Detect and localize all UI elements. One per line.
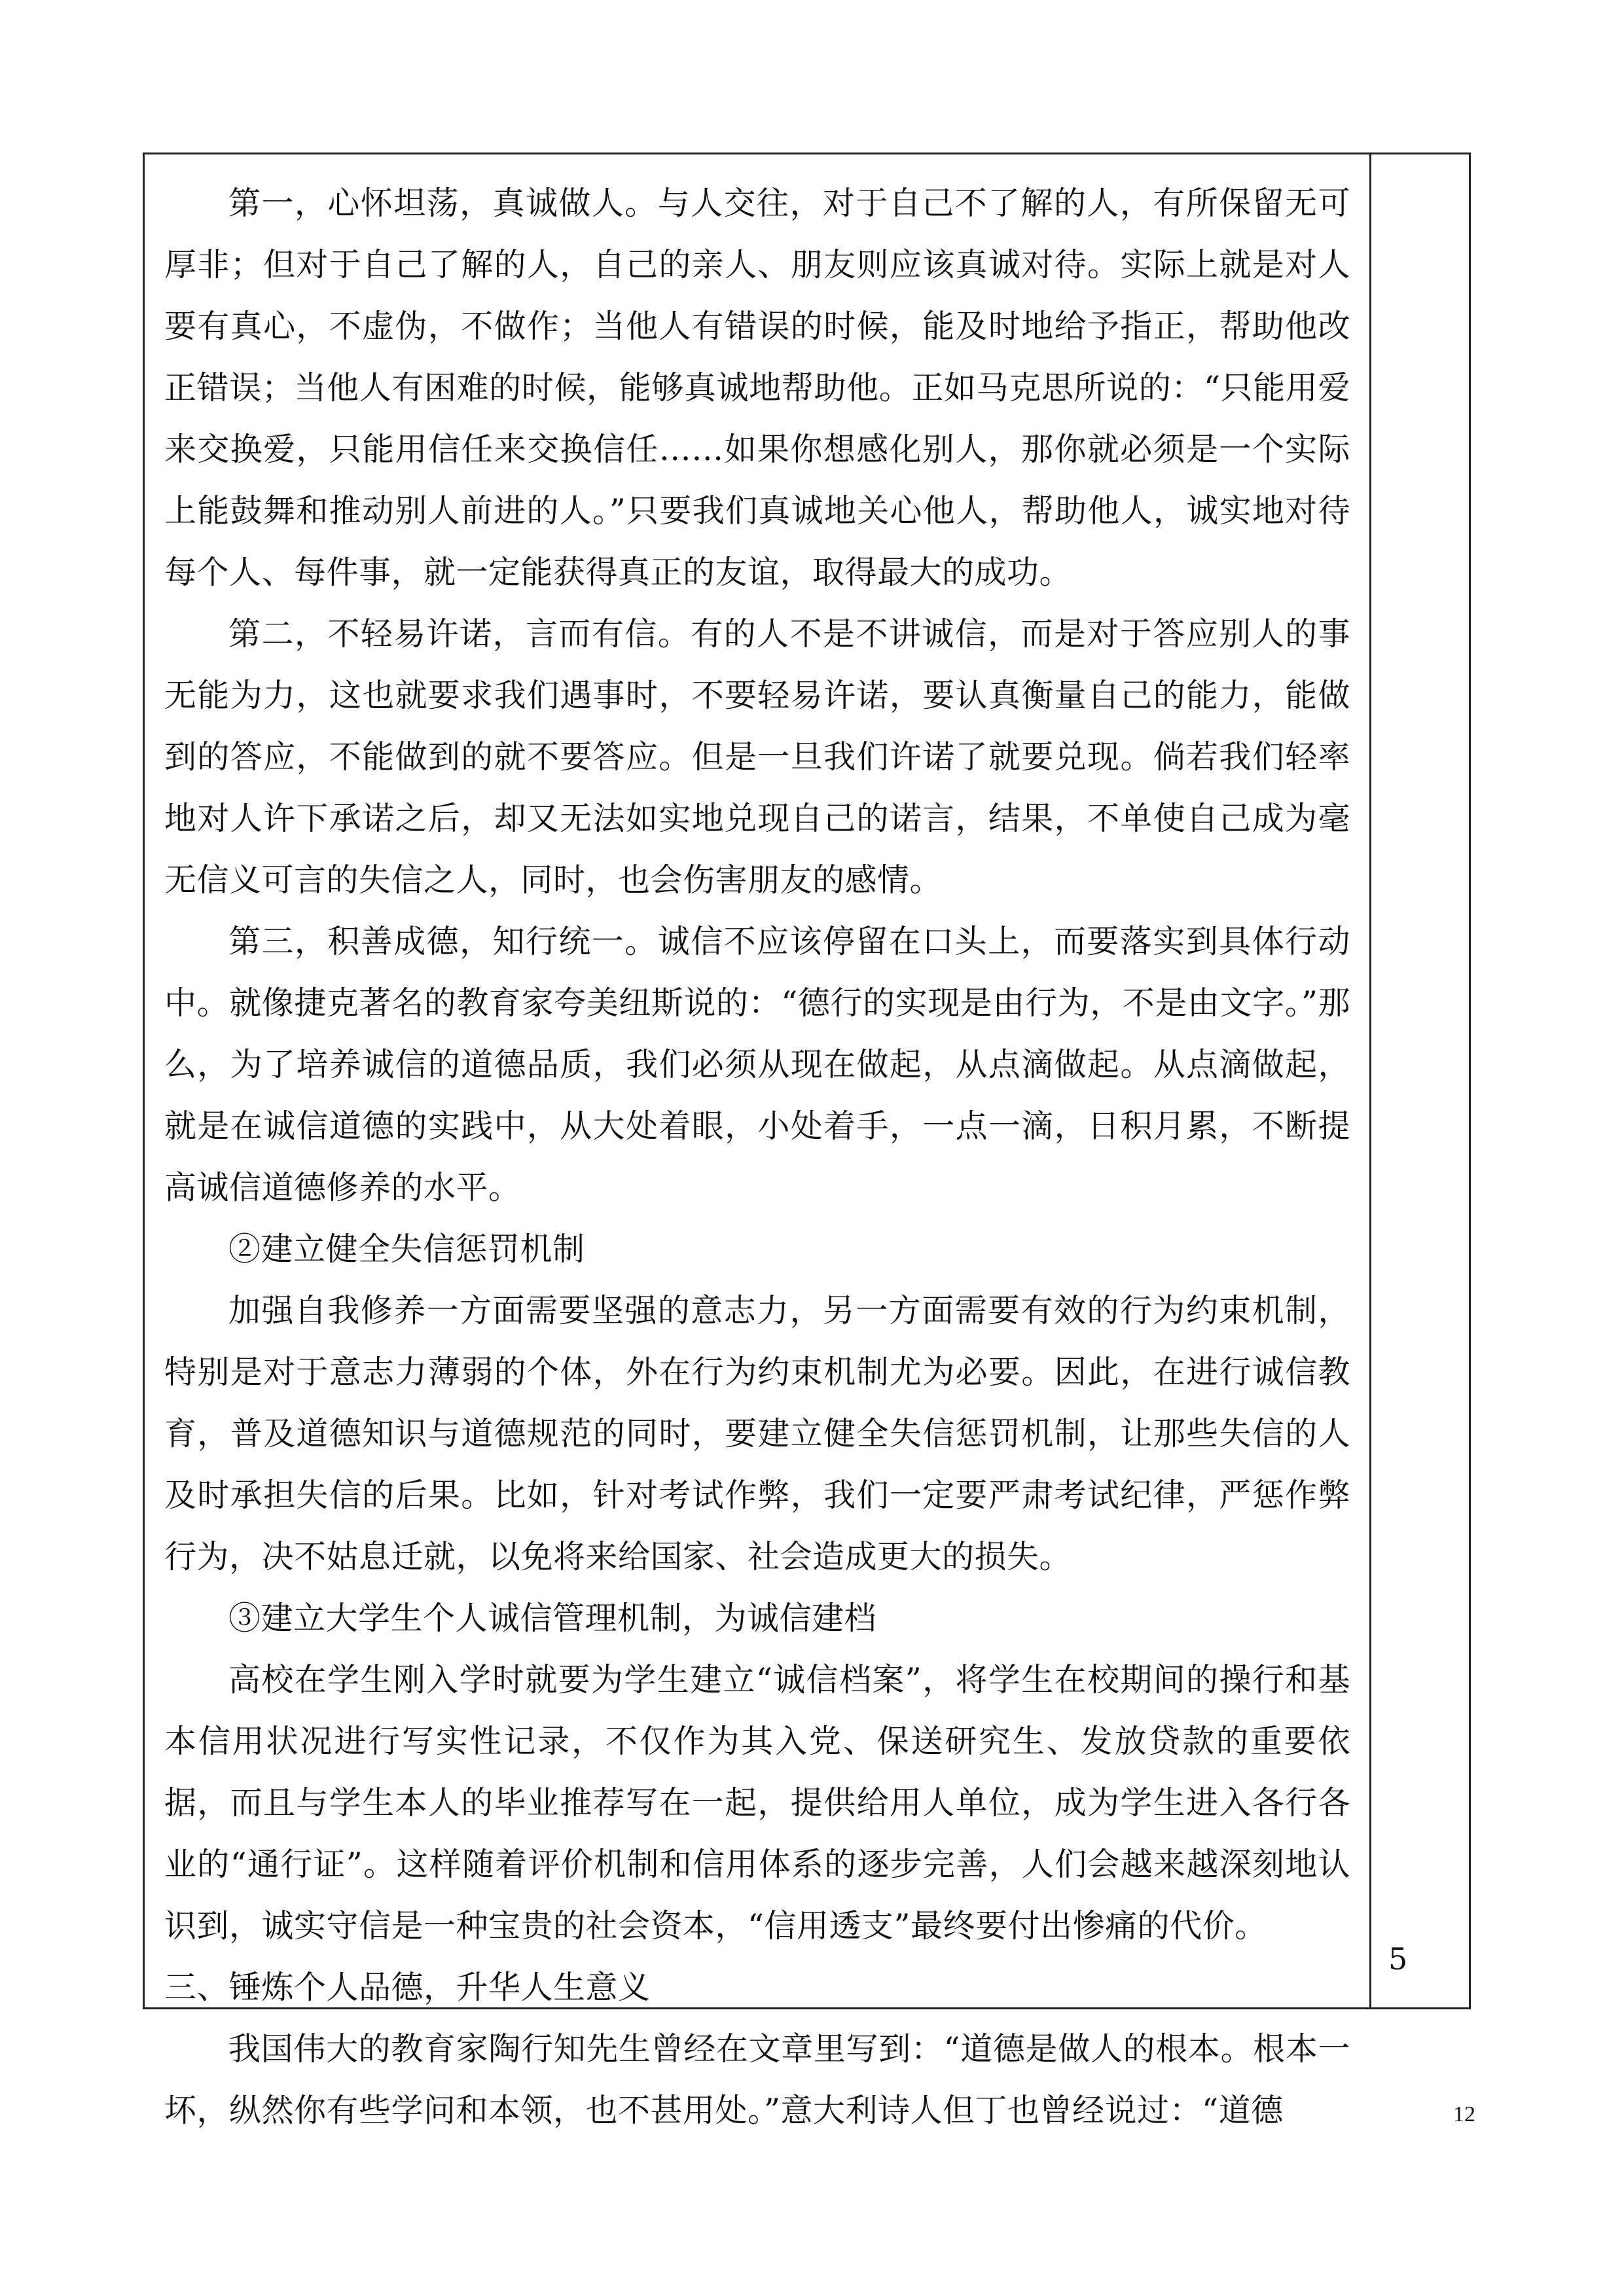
side-score: 5 (1388, 1941, 1408, 1977)
page-number: 12 (1453, 2102, 1475, 2126)
paragraph-tao-xingzhi-quote: 我国伟大的教育家陶行知先生曾经在文章里写到：“道德是做人的根本。根本一坏，纵然你有些学问和本领，也不甚用处。”意大利诗人但丁也曾经说过：“道德 (164, 2030, 1350, 2129)
paragraph-first-point: 第一，心怀坦荡，真诚做人。与人交往，对于自己不了解的人，有所保留无可厚非；但对于自己了解的人，自己的亲人、朋友则应该真诚对待。实际上就是对人要有真心，不虚伪，不做作；当他人有错误的时候，能及时地给予指正，帮助他改正错误；当他人有困难的时候，能够真诚地帮助他。正如马克思所说的：“只能用爱来交换爱，只能用信任来交换信任……如果你想感化别人，那你就必须是一个实际上能鼓舞和推动别人前进的人。”只要我们真诚地关心他人，帮助他人，诚实地对待每个人、每件事，就一定能获得真正的友谊，取得最大的成功。 (164, 185, 1350, 591)
paragraph-credit-file: 高校在学生刚入学时就要为学生建立“诚信档案”，将学生在校期间的操行和基本信用状况进行写实性记录，不仅作为其入党、保送研究生、发放贷款的重要依据，而且与学生本人的毕业推荐写在一起，提供给用人单位，成为学生进入各行各业的“通行证”。这样随着评价机制和信用体系的逐步完善，人们会越来越深刻地认识到，诚实守信是一种宝贵的社会资本，“信用透支”最终要付出惨痛的代价。 (164, 1661, 1350, 1945)
column-divider (1369, 154, 1371, 2007)
section-heading-three: 三、锤炼个人品德，升华人生意义 (164, 1969, 651, 2006)
paragraph-punishment-mechanism: 加强自我修养一方面需要坚强的意志力，另一方面需要有效的行为约束机制，特别是对于意志力薄弱的个体，外在行为约束机制尤为必要。因此，在进行诚信教育，普及道德知识与道德规范的同时，要建立健全失信惩罚机制，让那些失信的人及时承担失信的后果。比如，针对考试作弊，我们一定要严肃考试纪律，严惩作弊行为，决不姑息迁就，以免将来给国家、社会造成更大的损失。 (164, 1292, 1350, 1575)
paragraph-third-point: 第三，积善成德，知行统一。诚信不应该停留在口头上，而要落实到具体行动中。就像捷克著名的教育家夸美纽斯说的：“德行的实现是由行为，不是由文字。”那么，为了培养诚信的道德品质，我们必须从现在做起，从点滴做起。从点滴做起，就是在诚信道德的实践中，从大处着眼，小处着手，一点一滴，日积月累，不断提高诚信道德修养的水平。 (164, 923, 1350, 1206)
subheading-punishment-mechanism: ②建立健全失信惩罚机制 (228, 1230, 585, 1268)
essay-content-cell (164, 173, 1350, 2142)
subheading-credit-file: ③建立大学生个人诚信管理机制，为诚信建档 (228, 1600, 877, 1637)
paragraph-second-point: 第二，不轻易许诺，言而有信。有的人不是不讲诚信，而是对于答应别人的事无能为力，这也就要求我们遇事时，不要轻易许诺，要认真衡量自己的能力，能做到的答应，不能做到的就不要答应。但是一旦我们许诺了就要兑现。倘若我们轻率地对人许下承诺之后，却又无法如实地兑现自己的诺言，结果，不单使自己成为毫无信义可言的失信之人，同时，也会伤害朋友的感情。 (164, 615, 1350, 899)
